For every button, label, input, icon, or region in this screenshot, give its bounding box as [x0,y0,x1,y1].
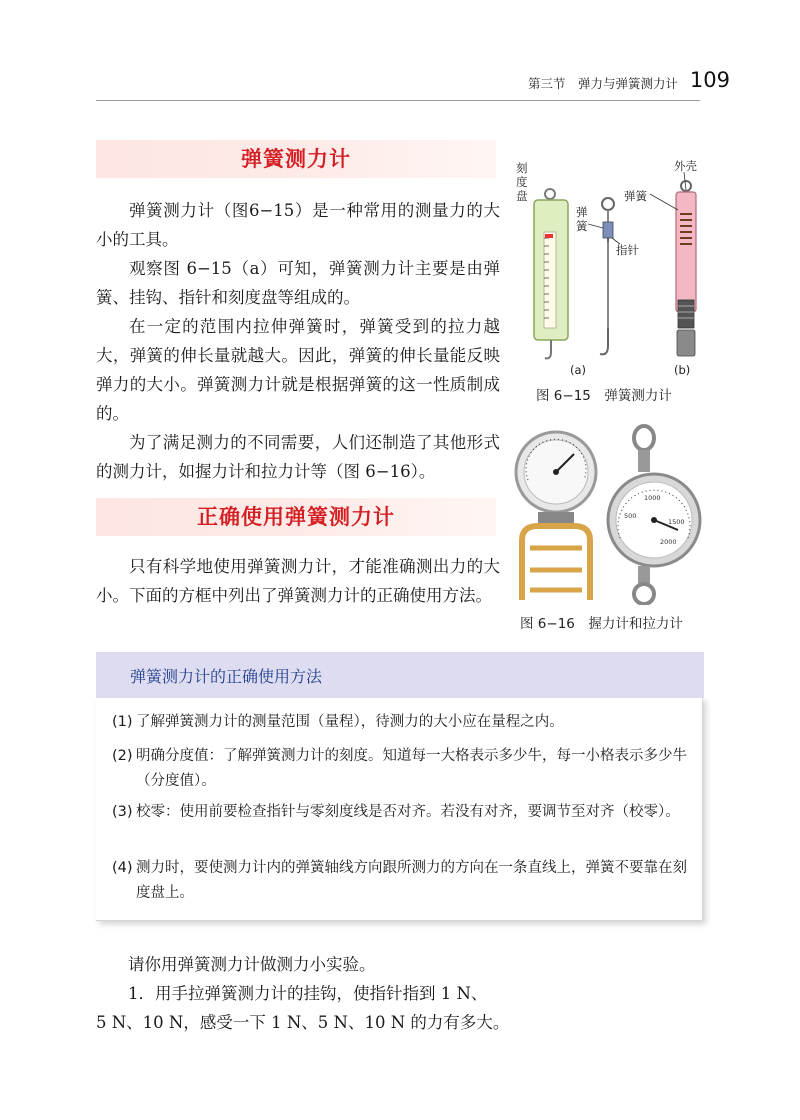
activity-step: 1．用手拉弹簧测力计的挂钩，使指针指到 1 N、 [128,984,488,1003]
label-dial: 刻度盘 [516,161,528,203]
header-rule [96,100,700,101]
item-text: 明确分度值：了解弹簧测力计的刻度。知道每一大格表示多少牛，每一小格表示多少牛（分度值）。 [136,748,687,789]
label-spring-a: 弹簧 [576,205,588,233]
list-item [112,710,690,735]
label-shell: 外壳 [674,159,697,173]
item-number: (1) [112,714,133,730]
tension-dynamometer [608,426,700,604]
label-spring-b: 弹簧 [624,189,647,203]
paragraph: 为了满足测力的不同需要，人们还制造了其他形式的测力计，如握力计和拉力计等（图 6−16）。 [96,433,500,481]
figure-grip-and-tension-meters [508,420,708,605]
label-pointer: 指针 [616,243,639,257]
list-item [112,800,690,825]
grip-dynamometer [516,432,596,600]
spring-scale-b [650,172,696,356]
paragraph: 只有科学地使用弹簧测力计，才能准确测出力的大小。下面的方框中列出了弹簧测力计的正确使用方法。 [96,557,500,605]
item-text: 校零：使用前要检查指针与零刻度线是否对齐。若没有对齐，要调节至对齐（校零）。 [136,804,680,820]
dial-mark: 1000 [644,494,661,502]
section-heading: 正确使用弹簧测力计 [197,505,395,529]
figure-caption: 图 6−15 弹簧测力计 [536,388,672,404]
label-sub-a: (a) [570,363,587,377]
paragraph: 在一定的范围内拉伸弹簧时，弹簧受到的拉力越大，弹簧的伸长量就越大。因此，弹簧的伸长量能反映弹力的大小。弹簧测力计就是根据弹簧的这一性质制成的。 [96,317,500,423]
item-text: 测力时，要使测力计内的弹簧轴线方向跟所测力的方向在一条直线上，弹簧不要靠在刻度盘上。 [136,860,687,901]
method-box-title: 弹簧测力计的正确使用方法 [130,667,323,686]
dial-mark: 1500 [668,518,685,526]
item-number: (2) [112,748,133,764]
section-heading: 弹簧测力计 [241,147,351,171]
dial-mark: 500 [624,512,637,520]
label-sub-b: (b) [674,363,691,377]
running-header [0,68,730,96]
item-number: (3) [112,804,133,820]
item-number: (4) [112,860,133,876]
section-title: 第三节 弹力与弹簧测力计 [527,76,678,91]
page-number: 109 [689,68,730,92]
activity-step-continued: 5 N、10 N，感受一下 1 N、5 N、10 N 的力有多大。 [96,1013,510,1032]
spring-scale-mechanism [588,198,620,354]
item-text: 了解弹簧测力计的测量范围（量程），待测力的大小应在量程之内。 [136,714,564,730]
list-item [112,856,690,906]
section-heading-band [96,498,496,536]
spring-scale-a [534,189,568,358]
list-item [112,744,690,794]
dial-mark: 2000 [660,538,677,546]
method-box-title-bar [96,652,704,698]
figure-caption: 图 6−16 握力计和拉力计 [520,616,683,632]
paragraph: 观察图 6−15（a）可知，弹簧测力计主要是由弹簧、挂钩、指针和刻度盘等组成的。 [96,259,500,307]
figure-spring-scales [508,150,708,386]
section-heading-band [96,140,496,178]
paragraph: 弹簧测力计（图6−15）是一种常用的测量力的大小的工具。 [96,201,500,249]
activity-intro: 请你用弹簧测力计做测力小实验。 [128,955,376,974]
